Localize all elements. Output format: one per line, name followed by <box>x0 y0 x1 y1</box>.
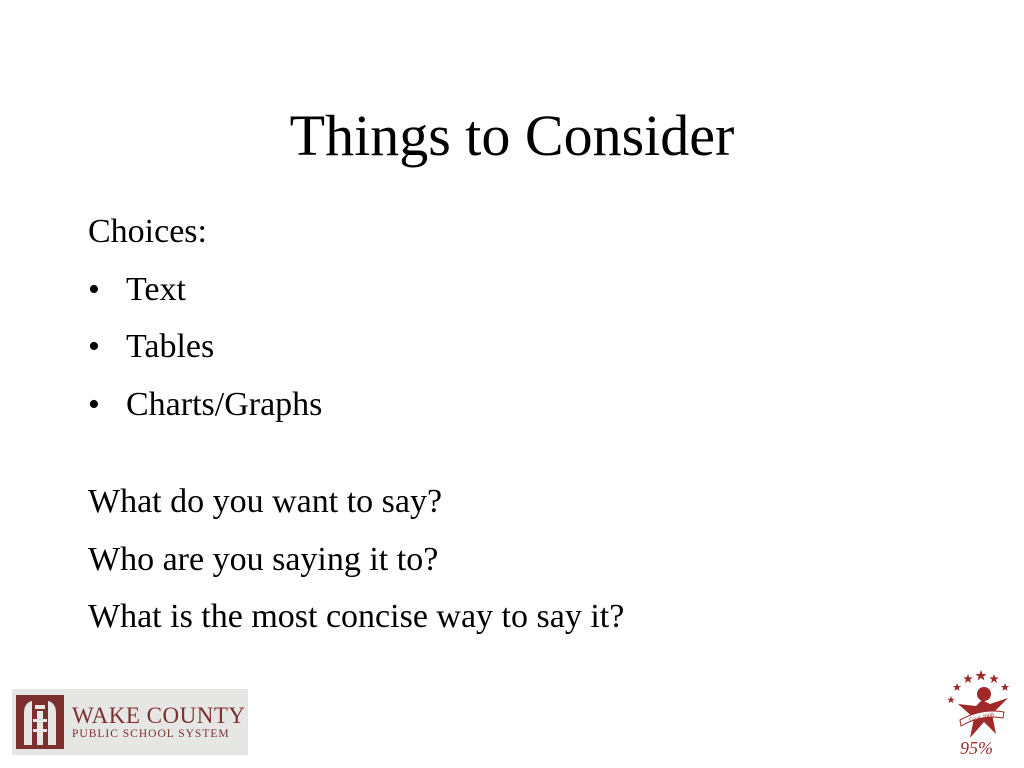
spacer <box>88 438 948 478</box>
bullet-item <box>88 323 948 381</box>
question-line: Who are you saying it to? <box>88 540 439 578</box>
bullet-item <box>88 266 948 324</box>
ribbon-text: Goal 2008 <box>968 712 995 724</box>
bullet-dot: • <box>88 328 100 365</box>
bullet-item <box>88 381 948 439</box>
building-emblem-icon <box>16 695 64 749</box>
bullet-dot: • <box>88 270 100 308</box>
slide-title: Things to Consider <box>289 103 735 168</box>
percent-text: 95% <box>960 738 993 758</box>
bullet-dot: • <box>88 385 100 423</box>
logo-subtitle: PUBLIC SCHOOL SYSTEM <box>72 727 230 740</box>
bullet-text: Tables <box>126 328 215 365</box>
star-figure-icon <box>958 687 1008 738</box>
slide-body <box>88 208 948 651</box>
bullet-text: Charts/Graphs <box>126 385 323 423</box>
wcpss-logo <box>12 689 248 755</box>
goal-2008-logo <box>946 668 1016 760</box>
question-line: What do you want to say? <box>88 483 443 520</box>
logo-title: WAKE COUNTY <box>72 702 246 728</box>
question-line: What is the most concise way to say it? <box>88 598 625 635</box>
star-icon <box>947 670 1009 703</box>
choices-label: Choices: <box>88 213 207 250</box>
bullet-text: Text <box>126 270 186 308</box>
